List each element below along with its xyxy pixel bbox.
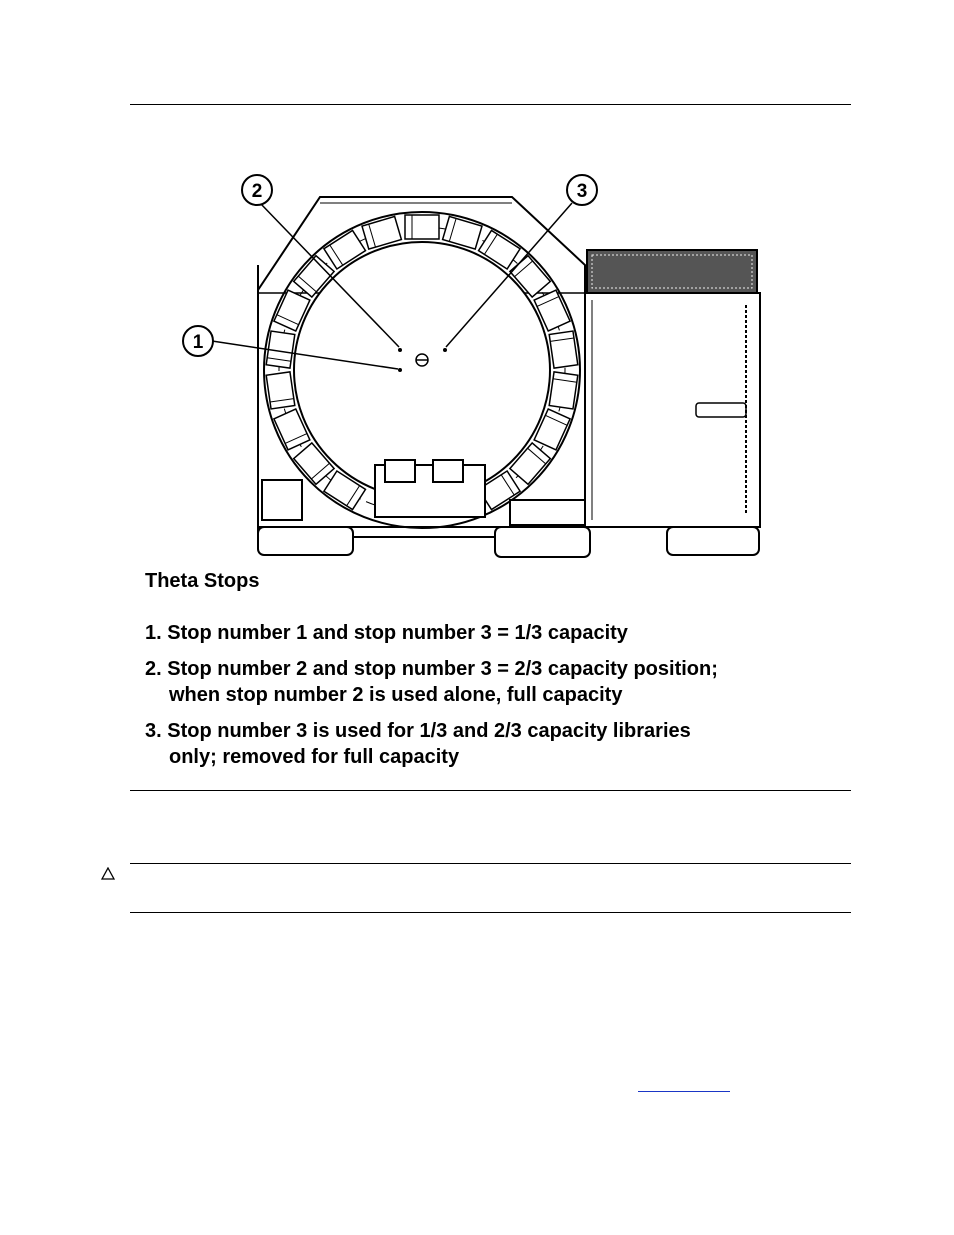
callout-3: 3: [576, 181, 588, 202]
cartridge-cell: [549, 372, 578, 409]
figure-bottom-rule: [130, 790, 851, 791]
caution-top-rule: [130, 863, 851, 864]
caution-triangle-icon: [101, 867, 115, 885]
cartridge-cell: [549, 331, 578, 368]
foot-left: [258, 527, 353, 555]
vent-grille: [587, 250, 757, 293]
cartridge-cell: [405, 215, 439, 239]
header-rule: [130, 104, 851, 105]
caption-item-3-continued: only; removed for full capacity: [169, 746, 460, 768]
foot-middle: [495, 527, 590, 557]
drive-cabinet-handle: [696, 403, 746, 417]
figure-caption-title: Theta Stops: [145, 570, 260, 592]
stop-hole-3: [443, 348, 447, 352]
foot-right: [667, 527, 759, 555]
caption-item-1: 1. Stop number 1 and stop number 3 = 1/3 capacity: [145, 622, 628, 644]
stop-hole-1: [398, 368, 402, 372]
caption-item-3: 3. Stop number 3 is used for 1/3 and 2/3 capacity libraries: [145, 720, 691, 742]
stop-hole-2: [398, 348, 402, 352]
hyperlink-underline[interactable]: [638, 1091, 730, 1092]
cartridge-ring-inner: [294, 242, 550, 498]
callout-2: 2: [251, 181, 263, 202]
callout-1: 1: [192, 332, 204, 353]
library-top-view-drawing: [140, 165, 792, 565]
caution-bottom-rule: [130, 912, 851, 913]
caption-item-2-continued: when stop number 2 is used alone, full capacity: [169, 684, 623, 706]
cartridge-cell: [266, 372, 295, 409]
caption-item-2: 2. Stop number 2 and stop number 3 = 2/3 capacity position;: [145, 658, 718, 680]
